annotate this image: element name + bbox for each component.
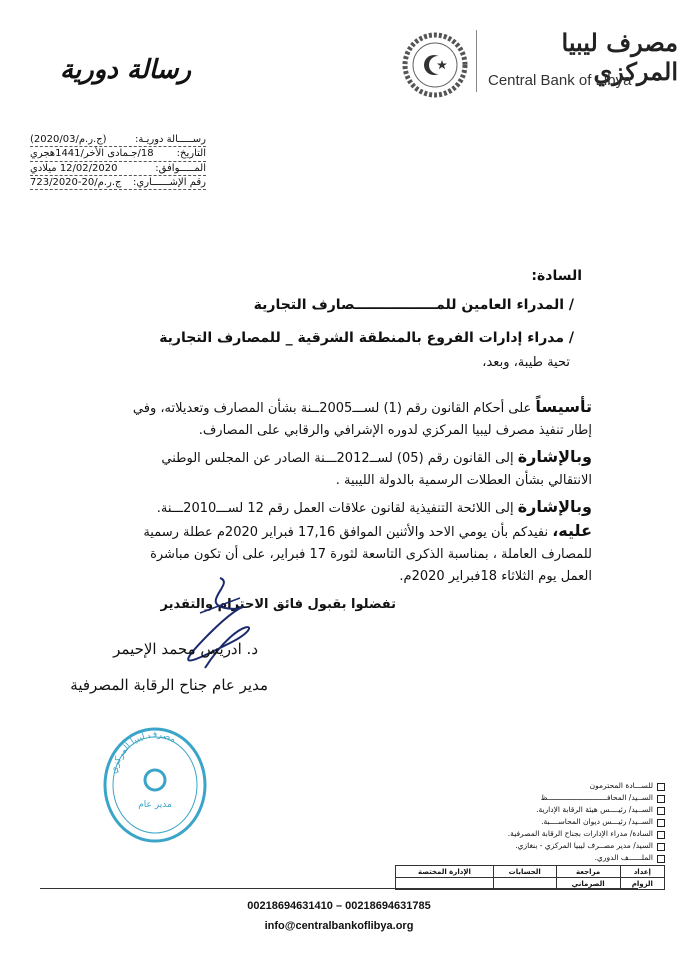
- date-label: التاريخ:: [176, 148, 206, 160]
- table-cell: الصرماني: [556, 878, 620, 890]
- paragraph-2: [122, 446, 592, 492]
- approval-table: [395, 865, 665, 890]
- gregorian-date: 12/02/2020 ميلادي: [30, 162, 118, 174]
- table-cell: مراجعة: [556, 866, 620, 878]
- footer-phone: 00218694631410 – 00218694631785: [247, 900, 431, 912]
- paragraph-4-lead: عليه،: [552, 521, 592, 540]
- footer-email[interactable]: info@centralbankoflibya.org: [264, 920, 414, 932]
- checkbox-icon: [657, 831, 665, 839]
- gregorian-date-row: [30, 162, 206, 176]
- paragraph-1-lead: تأسيساً: [535, 397, 592, 416]
- distribution-item: الســيد/ رئيـــس ديوان المحاســــبة.: [395, 816, 665, 828]
- addressee-label: السادة:: [531, 268, 582, 284]
- circular-value: (ج.ر.م/2020/03): [30, 134, 107, 145]
- paragraph-2-text: إلى القانون رقم (05) لســ2012ـــنة الصادر عن المجلس الوطني الانتقالي بشأن العطلات الرسمية بالدولة الليبية .: [161, 451, 592, 488]
- table-cell: الزوام: [620, 878, 664, 890]
- paragraph-3-text: إلى اللائحة التنفيذية لقانون علاقات العمل رقم 12 لســـ2010ـــنة.: [156, 501, 514, 516]
- ref-label: رقم الإشــــــاري:: [133, 176, 206, 188]
- bank-name-english: Central Bank of Libya: [488, 72, 632, 89]
- distribution-list: [395, 780, 665, 864]
- checkbox-icon: [657, 819, 665, 827]
- checkbox-icon: [657, 855, 665, 863]
- corresponds-label: المـــــوافق:: [155, 162, 206, 174]
- hijri-date: 18/جـمادى الأخر/1441هجري: [30, 148, 154, 160]
- paragraph-1: [122, 396, 592, 442]
- checkbox-icon: [657, 795, 665, 803]
- addressee-line-1: / المدراء العامين للمـــــــــــــــــصارف التجارية: [253, 297, 574, 313]
- checkbox-icon: [657, 843, 665, 851]
- addressee-line-2: / مدراء إدارات الفروع بالمنطقة الشرقية _ للمصارف التجارية: [159, 330, 574, 346]
- stamp-inner-text: مدير عام: [138, 800, 172, 810]
- distribution-item: الســيد/ رئيــــس هيئة الرقابة الإدارية.: [395, 804, 665, 816]
- bank-name-arabic: مصرف ليبيا المركزي: [561, 28, 678, 86]
- distribution-item: السيد/ مدير مصــرف ليبيا المركزي - بنغازي.: [395, 840, 665, 852]
- checkbox-icon: [657, 783, 665, 791]
- paragraph-3-lead: وبالإشارة: [517, 497, 592, 516]
- distribution-item: السادة/ مدراء الإدارات بجناح الرقابة المصرفية.: [395, 828, 665, 840]
- footer-divider: [40, 888, 638, 889]
- greeting: تحية طيبة، وبعد،: [482, 355, 570, 370]
- table-cell: إعداد: [620, 866, 664, 878]
- paragraph-4-text: نفيدكم بأن يومي الاحد والأثنين الموافق 17,16 فبراير 2020م عطلة رسمية للمصارف العاملة ، بمناسبة الذكرى التاسعة لثورة 17 فبراير، على أن تكون مباشرة العمل يوم الثلاثاء 18فبراير 2020م.: [143, 525, 592, 584]
- handwritten-signature: [180, 573, 260, 673]
- signatory-title: مدير عام جناح الرقابة المصرفية: [70, 676, 268, 694]
- hijri-date-row: [30, 147, 206, 161]
- circular-number-row: [30, 133, 206, 147]
- checkbox-icon: [657, 807, 665, 815]
- approval-table-header-row: [396, 866, 665, 878]
- paragraph-3: [122, 496, 592, 520]
- ref-value: ج.ر.م/20-723/2020: [30, 176, 122, 188]
- official-stamp: [100, 725, 210, 845]
- distribution-item: للســـادة المحترمون: [395, 780, 665, 792]
- logo-separator: [476, 30, 477, 92]
- closing-line: تفضلوا بقبول فائق الاحترام والتقدير: [160, 597, 396, 612]
- document-type-title: رسالة دورية: [60, 55, 192, 85]
- svg-text:مصرف ليبيا المركزي: [109, 730, 177, 775]
- bank-emblem-logo: [400, 30, 470, 100]
- reference-number-row: [30, 176, 206, 190]
- paragraph-2-lead: وبالإشارة: [517, 447, 592, 466]
- circular-label: رســـــالة دوريـة:: [134, 134, 206, 145]
- paragraph-1-text: على أحكام القانون رقم (1) لســـ2005ــنة بشأن المصارف وتعديلاته، وفي إطار تنفيذ مصرف ليبيا المركزي لدوره الإشرافي والرقابي على المصارف.: [132, 401, 592, 438]
- distribution-item: الســيد/ المحافـــــــــــــــــــــــــــظ: [395, 792, 665, 804]
- distribution-item: الملــــــف الدوري.: [395, 852, 665, 864]
- stamp-text: مصرف ليبيا المركزي: [109, 729, 178, 775]
- signatory-name: د. ادريس محمد الإحيمر: [113, 640, 258, 658]
- reference-block: [30, 133, 206, 190]
- table-cell: الحسابات: [493, 866, 556, 878]
- table-cell: الإدارة المختصة: [396, 866, 494, 878]
